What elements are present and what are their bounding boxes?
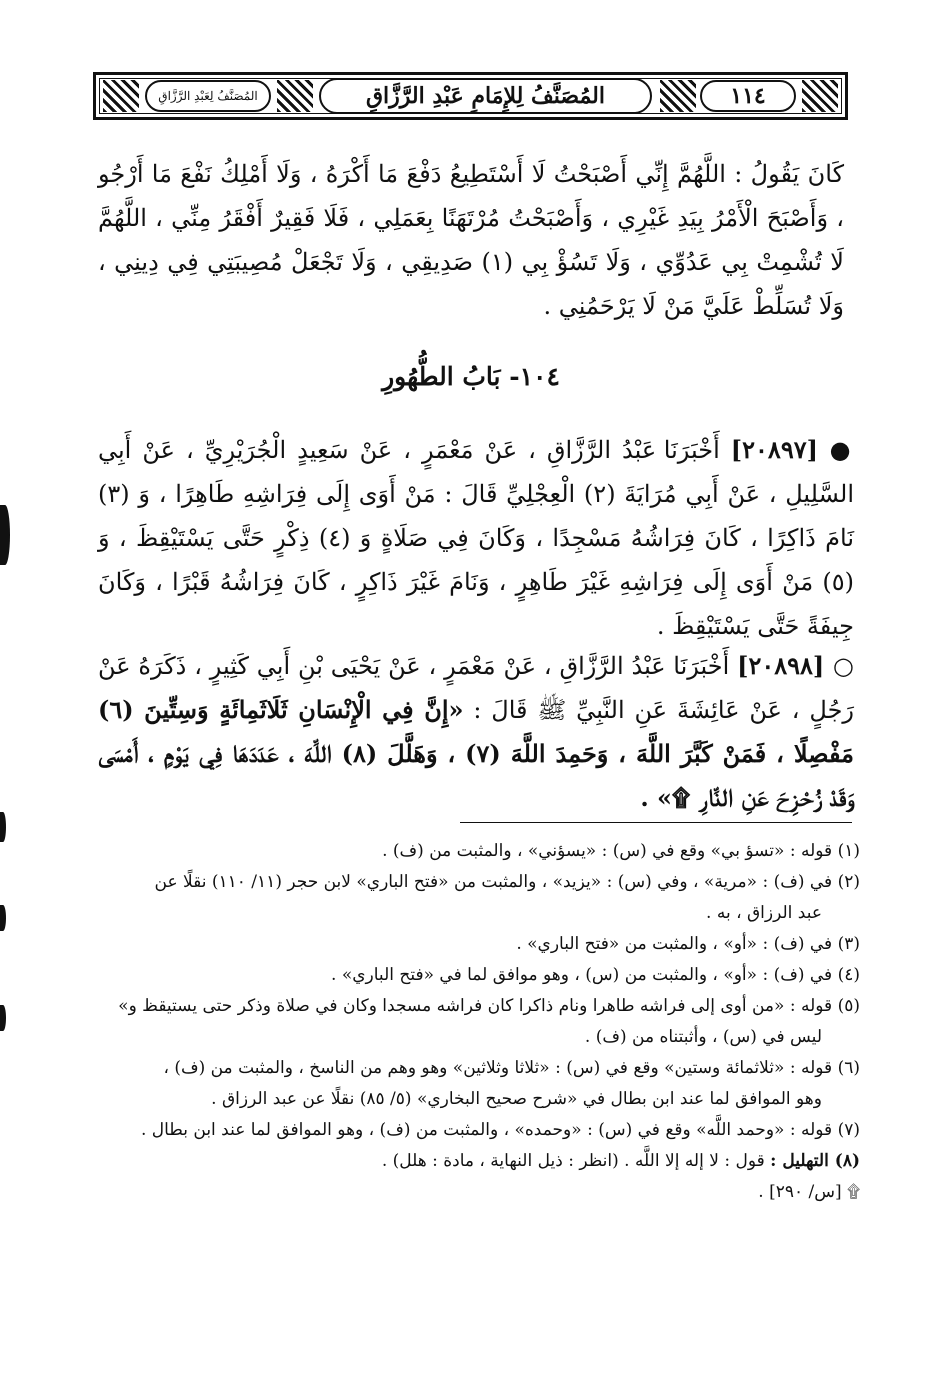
ornament-icon xyxy=(802,80,838,112)
hadith-text: أَخْبَرَنَا عَبْدُ الرَّزَّاقِ ، عَنْ مَعْمَرٍ ، عَنْ سَعِيدٍ الْجُرَيْرِيِّ ، عَنْ أَبِي السَّلِيلِ ، عَنْ أَبِي مُرَايَةَ (٢) الْعِجْلِيِّ قَالَ : مَنْ أَوَى إِلَى فِرَاشِهِ طَاهِرًا ، وَ (٣) نَامَ ذَاكِرًا ، كَانَ فِرَاشُهُ مَسْجِدًا ، وَكَانَ فِي صَلَاةٍ وَ (٤) ذِكْرٍ حَتَّى يَسْتَيْقِظَ ، وَ (٥) مَنْ أَوَى إِلَى فِرَاشِهِ غَيْرَ طَاهِرٍ ، وَنَامَ غَيْرَ ذَاكِرٍ ، كَانَ فِرَاشُهُ قَبْرًا ، وَكَانَ جِيفَةً حَتَّى يَسْتَيْقِظَ . xyxy=(98,436,855,640)
hadith-matn: «إِنَّ فِي الْإِنْسَانِ ثَلَاثَمِائَةٍ وَسِتِّينَ (٦) مَفْصِلًا ، فَمَنْ كَبَّرَ اللَّهَ ، وَحَمِدَ اللَّهَ (٧) ، وَهَلَّلَ (٨) اللَّهَ ، عَدَدَهَا فِي يَوْمٍ ، أَمْسَى وَقَدْ زُحْزِحَ عَنِ النَّارِ ۩» . xyxy=(98,695,854,812)
scan-mark xyxy=(0,812,6,842)
footnote: (٧) قوله : «وحمد اللَّه» وقع في (س) : «وحمده» ، والمثبت من (ف) ، وهو الموافق لما عند ابن بطال . xyxy=(140,1120,860,1140)
footnote: (٤) في (ف) : «أو» ، والمثبت من (س) ، وهو موافق لما في «فتح الباري» . xyxy=(331,965,860,985)
ornament-icon xyxy=(277,80,313,112)
footnote: (٢) في (ف) : «مرية» ، وفي (س) : «يزيد» ، والمثبت من «فتح الباري» لابن حجر (١١/ ١١٠) نقلًا عن عبد الرزاق ، به . xyxy=(154,872,860,923)
scan-mark xyxy=(0,1005,6,1031)
scan-mark xyxy=(0,905,6,931)
hadith-text: أَخْبَرَنَا عَبْدُ الرَّزَّاقِ ، عَنْ مَعْمَرٍ ، عَنْ يَحْيَى بْنِ أَبِي كَثِيرٍ ، ذَكَرَهُ عَنْ رَجُلٍ ، عَنْ عَائِشَةَ عَنِ النَّبِيِّ ﷺ قَالَ : xyxy=(98,652,855,724)
footnote: (١) قوله : «تسؤ بي» وقع في (س) : «يسؤني» ، والمثبت من (ف) . xyxy=(382,841,860,861)
section-title: ١٠٤- بَابُ الطُّهُورِ xyxy=(382,362,560,391)
hadith-entry xyxy=(98,644,854,820)
scan-mark xyxy=(0,505,10,565)
footnote-divider xyxy=(460,822,852,823)
manuscript-page-ref: ۩ [س/ ٢٩٠] . xyxy=(758,1182,860,1202)
footnote: (٥) قوله : «من أوى إلى فراشه طاهرا ونام ذاكرا كان فراشه مسجدا وكان في صلاة وذكر حتى يستيقظ و» ليس في (س) ، وأثبتناه من (ف) . xyxy=(118,996,860,1047)
hadith-entry xyxy=(98,428,854,648)
page-number: ١١٤ xyxy=(700,80,796,112)
footnote: (٨) التهليل : قول : لا إله إلا اللَّه . (انظر : ذيل النهاية ، مادة : هلل) . xyxy=(381,1151,860,1171)
footnotes xyxy=(100,836,860,1208)
footnote: (٦) قوله : «ثلاثمائة وستين» وقع في (س) : «ثلاثا وثلاثين» وهو وهم من الناسخ ، والمثبت من (ف) ، وهو الموافق لما عند ابن بطال في «شرح صحيح البخاري» (٥/ ٨٥) نقلًا عن عبد الرزاق . xyxy=(163,1058,860,1109)
hadith-number: ○ [٢٠٨٩٨] xyxy=(737,651,855,680)
ornament-icon xyxy=(660,80,696,112)
footnote: (٣) في (ف) : «أو» ، والمثبت من «فتح الباري» . xyxy=(516,934,860,954)
continuation-paragraph: كَانَ يَقُولُ : اللَّهُمَّ إِنِّي أَصْبَحْتُ لَا أَسْتَطِيعُ دَفْعَ مَا أَكْرَهُ ، وَلَا أَمْلِكُ نَفْعَ مَا أَرْجُو ، وَأَصْبَحَ الْأَمْرُ بِيَدِ غَيْرِي ، وَأَصْبَحْتُ مُرْتَهَنًا بِعَمَلِي ، فَلَا فَقِيرٌ أَفْقَرُ مِنِّي ، اللَّهُمَّ لَا تُشْمِتْ بِي عَدُوِّي ، وَلَا تَسُؤْ بِي (١) صَدِيقِي ، وَلَا تَجْعَلْ مُصِيبَتِي فِي دِينِي ، وَلَا تُسَلِّطْ عَلَيَّ مَنْ لَا يَرْحَمُنِي . xyxy=(98,160,844,320)
book-logo: المُصَنَّفُ لِعَبْدِ الرَّزَّاقِ xyxy=(145,80,271,112)
page-header xyxy=(93,72,848,120)
ornament-icon xyxy=(103,80,139,112)
footnote-term: (٨) التهليل : xyxy=(770,1151,860,1171)
hadith-number: ● [٢٠٨٩٧] xyxy=(730,435,854,464)
book-title: المُصَنَّفُ لِلإِمَامِ عَبْدِ الرَّزَّاقِ xyxy=(319,78,652,114)
